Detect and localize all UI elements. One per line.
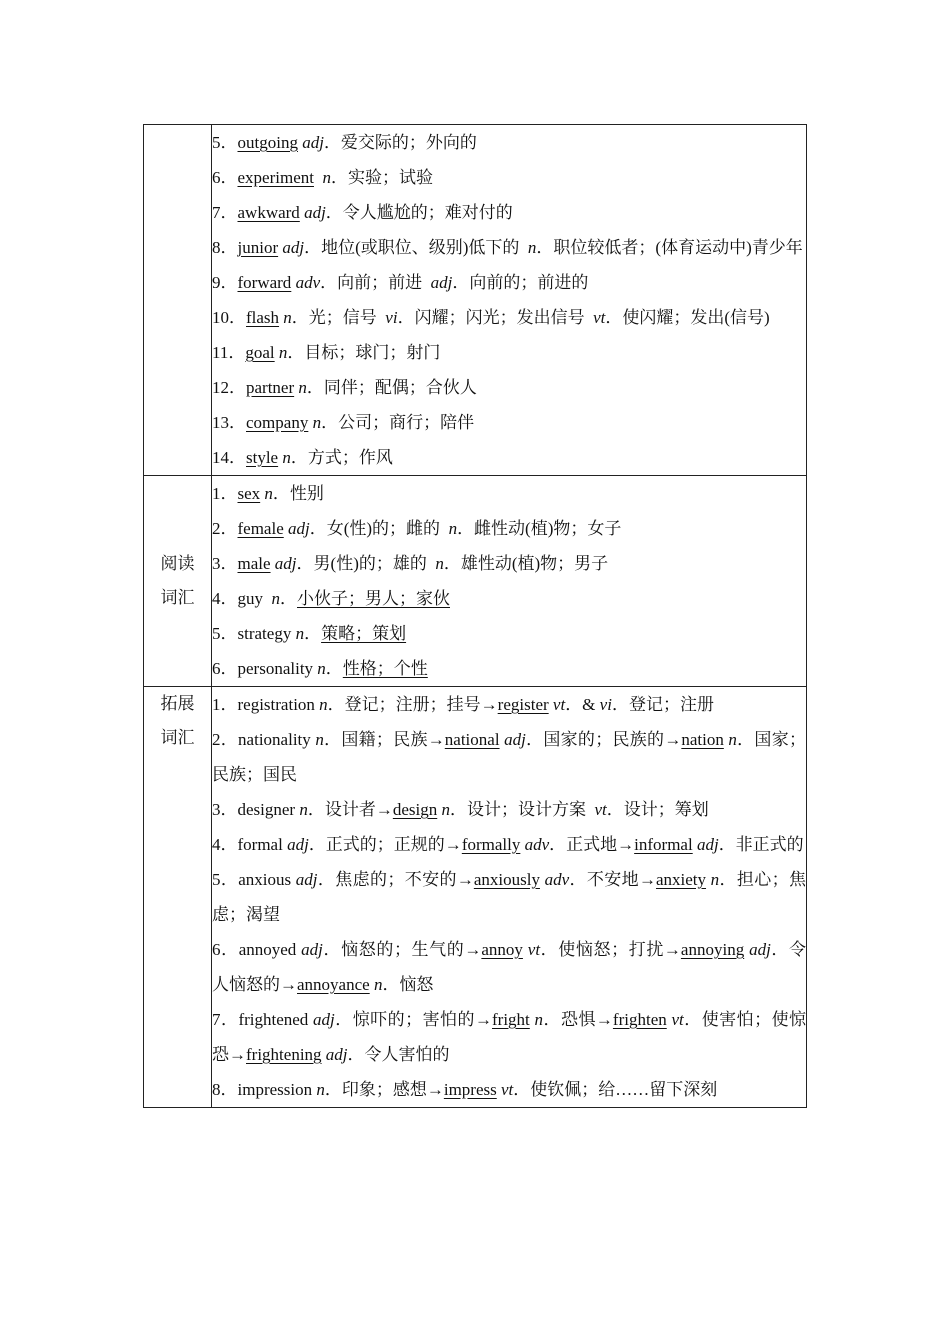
section-label-line [144,159,211,193]
entry-text: 2． [212,519,238,538]
part-of-speech: n [448,519,458,538]
entry-text: ．向前；前进 [320,273,431,292]
part-of-speech: adj [288,519,310,538]
entry-text: ．恐惧→ [543,1010,613,1029]
section-label-line [144,125,211,159]
entry-text: 7． [212,203,238,222]
entry-text: 14． [212,448,246,467]
part-of-speech: vt [501,1080,514,1099]
vocabulary-table [143,124,807,1108]
entry-text: 3． [212,554,238,573]
answer-word: anxiety [655,870,707,889]
entry-text: ．闪耀；闪光；发出信号 [397,308,594,327]
entry-text: ． [325,659,343,678]
part-of-speech: n [728,730,737,749]
answer-word: anxiously [473,870,540,889]
entry-text: ．公司；商行；陪伴 [321,413,475,432]
entry-text: 4．formal [212,835,288,854]
vocab-entry [212,160,806,195]
vocab-entry [212,546,806,581]
part-of-speech: adv [295,273,321,292]
answer-word: junior [237,238,279,257]
entry-text: ．& [565,695,600,714]
answer-word: fright [492,1010,530,1029]
entry-text: 6．annoyed [212,940,302,959]
part-of-speech: n [527,238,537,257]
vocab-entry [212,370,806,405]
part-of-speech: adj [301,940,323,959]
entry-text: 9． [212,273,238,292]
section-label-line: 词汇 [160,728,195,747]
section-label-line: 词汇 [160,588,195,607]
answer-word: frighten [612,1010,667,1029]
answer-word: informal [634,835,693,854]
answer-word: impress [443,1080,497,1099]
answer-word: sex [237,484,261,503]
vocabulary-table-body [144,125,807,1108]
vocab-entry [212,335,806,370]
part-of-speech: vt [593,308,606,327]
vocab-entry [212,932,806,1002]
entry-text: 1．registration [212,695,320,714]
part-of-speech: adv [544,870,570,889]
answer-word: annoy [481,940,523,959]
vocab-entry [212,125,806,160]
entry-text: 1． [212,484,238,503]
answer-word: frightening [246,1045,322,1064]
part-of-speech: vt [671,1010,684,1029]
vocab-entry [212,651,806,686]
entry-text: ．同伴；配偶；合伙人 [306,378,477,397]
section-label-line: 拓展 [160,694,195,713]
entry-text: ．向前的；前进的 [452,273,589,292]
part-of-speech: n [534,1010,544,1029]
part-of-speech: n [271,589,280,608]
answer-word: female [237,519,284,538]
answer-word: national [444,730,500,749]
part-of-speech: vt [552,695,566,714]
vocab-entry [212,300,806,335]
entry-text: 12． [212,378,246,397]
answer-word: annoyance [297,975,370,994]
entry-text: ．正式的；正规的→ [308,835,462,854]
part-of-speech: n [298,378,307,397]
entry-text: ．地位(或职位、级别)低下的 [304,238,528,257]
entry-text: ．女(性)的；雌的 [309,519,449,538]
entry-text: ．令人害怕的 [347,1045,450,1064]
answer-word: awkward [237,203,300,222]
part-of-speech: adj [325,1045,348,1064]
entry-text: 10． [212,308,246,327]
part-of-speech: n [295,624,305,643]
entry-text: 8．impression [212,1080,317,1099]
part-of-speech: n [322,168,331,187]
part-of-speech: adj [696,835,719,854]
vocab-entry [212,405,806,440]
part-of-speech: n [435,554,444,573]
answer-word: annoying [680,940,745,959]
answer-word: formally [461,835,521,854]
entry-text: ．使钦佩；给……留下深刻 [513,1080,718,1099]
vocab-entry [212,827,806,862]
answer-word: 小伙子；男人；家伙 [297,589,450,608]
entry-text: ．恼怒的；生气的→ [322,940,482,959]
entry-text: ．不安地→ [569,870,656,889]
section-entries [212,476,807,687]
entry-text: ．焦虑的；不安的→ [317,870,474,889]
entry-text: 6．personality [212,659,318,678]
entry-text: ．光；信号 [291,308,386,327]
part-of-speech: vt [594,800,607,819]
vocab-entry [212,511,806,546]
entry-text: ．恼怒 [382,975,434,994]
part-of-speech: n [710,870,720,889]
vocab-entry [212,1002,806,1072]
entry-text: 4．guy [212,589,272,608]
vocab-entry [212,440,806,475]
answer-word: flash [246,308,280,327]
part-of-speech: adj [295,870,318,889]
section-label [144,125,212,476]
entry-text: ．目标；球门；射门 [287,343,441,362]
vocab-entry [212,687,806,722]
entry-text: ．登记；注册；挂号→ [327,695,498,714]
answer-word: register [497,695,549,714]
entry-text: 3．designer [212,800,300,819]
vocab-entry [212,265,806,300]
part-of-speech: adj [302,133,324,152]
section-label [144,476,212,687]
entry-text: ．男(性)的；雄的 [296,554,436,573]
answer-word: design [392,800,438,819]
entry-text: ．方式；作风 [290,448,393,467]
section-row [144,125,807,476]
entry-text: ．雄性动(植)物；男子 [443,554,609,573]
part-of-speech: n [264,484,273,503]
entry-text: ．登记；注册 [611,695,714,714]
part-of-speech: n [315,730,324,749]
vocab-entry [212,581,806,616]
entry-text: ．惊吓的；害怕的→ [334,1010,493,1029]
section-row [144,476,807,687]
entry-text: ．使闪耀；发出(信号) [605,308,770,327]
answer-word: nation [681,730,724,749]
part-of-speech: n [282,448,291,467]
part-of-speech: n [441,800,450,819]
vocab-entry [212,1072,806,1107]
section-entries [212,125,807,476]
section-label [144,687,212,1108]
part-of-speech: vi [385,308,398,327]
entry-text: ． [280,589,297,608]
part-of-speech: adj [274,554,297,573]
entry-text: 7．frightened [212,1010,314,1029]
part-of-speech: adv [524,835,550,854]
part-of-speech: n [317,659,326,678]
entry-text: ．正式地→ [549,835,635,854]
entry-text: 2．nationality [212,730,316,749]
section-row [144,687,807,1108]
section-label-line: 阅读 [160,554,195,573]
vocab-entry [212,230,806,265]
part-of-speech: vi [599,695,612,714]
entry-text: ．使害怕；使惊恐→ [212,1010,807,1064]
answer-word: forward [237,273,292,292]
part-of-speech: adj [313,1010,335,1029]
section-entries [212,687,807,1108]
entry-text: ．国家；民族；国民 [212,730,806,784]
answer-word: goal [245,343,275,362]
part-of-speech: adj [287,835,309,854]
answer-word: 性格；个性 [342,659,428,678]
part-of-speech: adj [282,238,305,257]
entry-text: 6． [212,168,238,187]
part-of-speech: adj [304,203,326,222]
entry-text: ．设计者→ [307,800,393,819]
part-of-speech: n [283,308,292,327]
answer-word: 策略；策划 [321,624,407,643]
vocab-entry [212,792,806,827]
part-of-speech: n [319,695,328,714]
entry-text: ．令人恼怒的→ [212,940,807,994]
entry-text: ．国家的；民族的→ [525,730,682,749]
part-of-speech: n [299,800,308,819]
entry-text: ．设计；设计方案 [449,800,595,819]
part-of-speech: n [316,1080,325,1099]
vocab-entry [212,862,806,932]
answer-word: style [246,448,279,467]
part-of-speech: vt [527,940,541,959]
vocab-entry [212,476,806,511]
entry-text: 13． [212,413,246,432]
entry-text: 5． [212,133,238,152]
entry-text: ．令人尴尬的；难对付的 [325,203,513,222]
entry-text: ．印象；感想→ [324,1080,444,1099]
part-of-speech: adj [749,940,771,959]
answer-word: experiment [237,168,314,187]
entry-text: ．担心；焦虑；渴望 [212,870,807,924]
part-of-speech: n [278,343,288,362]
entry-text: ．雌性动(植)物；女子 [457,519,622,538]
entry-text: ．设计；筹划 [606,800,709,819]
vocab-entry [212,195,806,230]
answer-word: outgoing [237,133,298,152]
entry-text: 11． [212,343,246,362]
entry-text: ．爱交际的；外向的 [323,133,477,152]
entry-text: ．职位较低者；(体育运动中)青少年 [536,238,803,257]
entry-text: 5．anxious [212,870,296,889]
entry-text: ．使恼怒；打扰→ [540,940,681,959]
entry-text: ．国籍；民族→ [323,730,445,749]
part-of-speech: n [312,413,322,432]
part-of-speech: adj [504,730,526,749]
entry-text: ．性别 [272,484,324,503]
answer-word: company [246,413,309,432]
part-of-speech: n [373,975,383,994]
vocab-entry [212,616,806,651]
entry-text: ．非正式的 [718,835,804,854]
part-of-speech: adj [430,273,453,292]
answer-word: male [237,554,271,573]
answer-word: partner [246,378,295,397]
entry-text: 5．strategy [212,624,296,643]
entry-text: ．实验；试验 [330,168,433,187]
entry-text: 8． [212,238,238,257]
entry-text: ． [304,624,322,643]
vocab-entry [212,722,806,792]
